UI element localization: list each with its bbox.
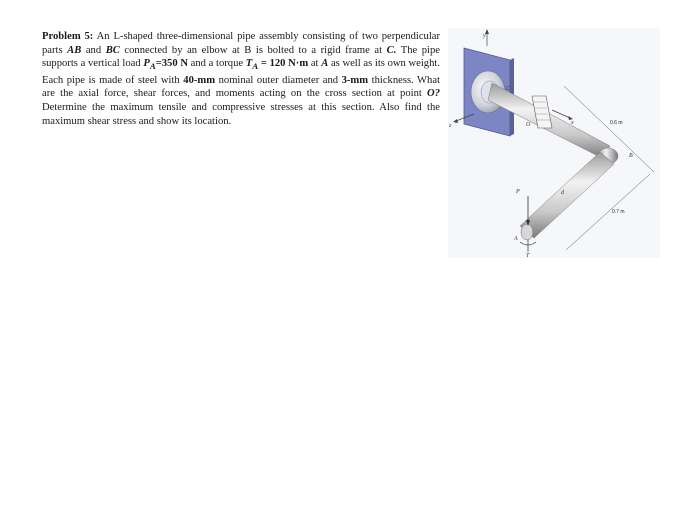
pipe-assembly-figure <box>448 28 660 258</box>
pipe-end-a <box>521 224 533 240</box>
text: thickness. What are the axial force, shear forces, and moments acting on the cross section at point <box>42 74 440 100</box>
torque-symbol: T <box>245 58 253 70</box>
label-a: A <box>514 236 518 242</box>
y-axis-label: y <box>483 33 486 39</box>
point-o: O? <box>427 88 440 100</box>
thickness-value: 3-mm <box>341 74 369 86</box>
point-a: A <box>321 58 329 70</box>
torque-subscript: A <box>252 61 259 72</box>
text: nominal outer diameter and <box>215 74 342 86</box>
z-axis-label: z <box>449 123 452 129</box>
text: connected by an elbow at B is bolted to a rigid frame at <box>119 44 387 56</box>
load-value: =350 N <box>155 58 188 70</box>
text: and a torque <box>187 58 246 70</box>
text: as well as its own weight. Each pipe is made of steel with <box>42 58 440 86</box>
label-c: C <box>506 86 511 92</box>
diameter-value: 40-mm <box>183 74 216 86</box>
part-ab: AB <box>67 44 82 56</box>
label-o: O <box>526 122 531 128</box>
dim-ab-label: 0.7 m <box>612 209 625 215</box>
x-axis-label: x <box>571 120 574 126</box>
label-d: d <box>561 190 564 196</box>
label-p: P <box>516 189 520 195</box>
part-bc: BC <box>105 44 120 56</box>
load-symbol: P <box>143 58 150 70</box>
dim-bc-label: 0.6 m <box>610 120 623 126</box>
problem-heading: Problem 5: <box>42 31 94 42</box>
label-t: T <box>526 253 530 258</box>
text: and <box>81 44 106 56</box>
text: An L-shaped three-dimensional pipe assembly consisting of two perpendicular parts <box>42 31 440 56</box>
torque-value: = 120 N·m <box>258 58 309 70</box>
problem-statement <box>42 30 440 128</box>
load-subscript: A <box>149 61 156 72</box>
text: at <box>308 58 322 70</box>
text: The pipe supports a vertical load <box>42 44 440 70</box>
point-c: C. <box>386 44 397 56</box>
text: Determine the maximum tensile and compressive stresses at this section. Also find the maximum shear stress and show its location. <box>42 102 440 127</box>
label-b: B <box>629 153 633 159</box>
